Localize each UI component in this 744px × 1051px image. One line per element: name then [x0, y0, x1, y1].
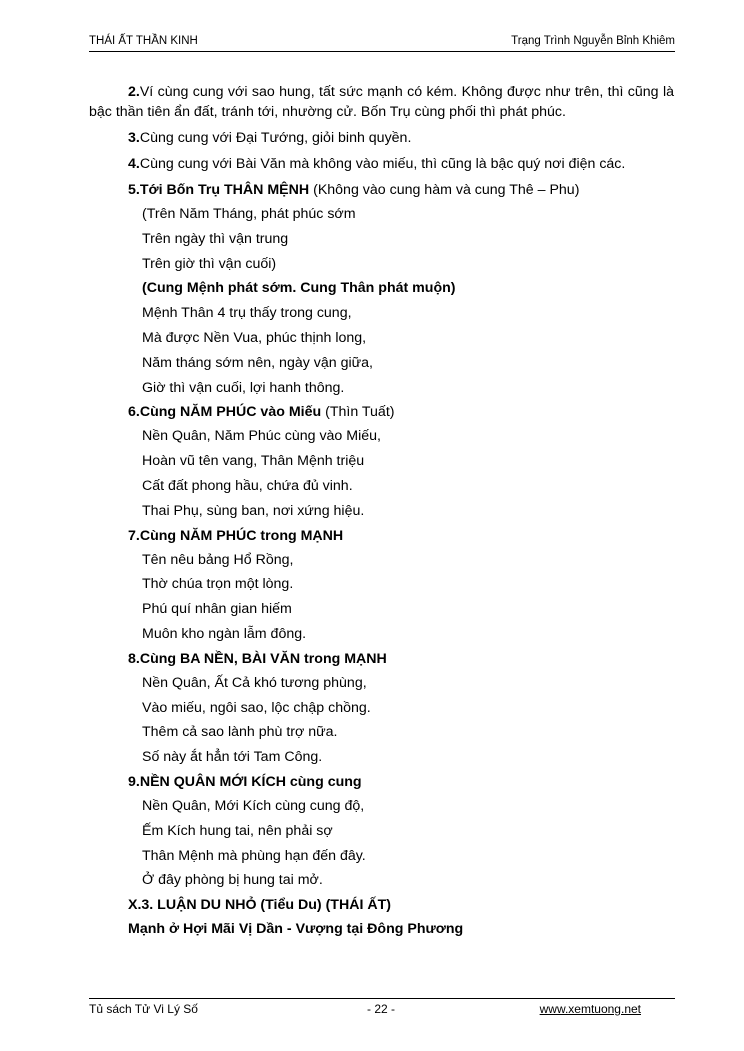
section-title: Cùng NĂM PHÚC vào Miếu: [139, 404, 322, 421]
verse-line: Giờ thì vận cuối, lợi hanh thông.: [142, 379, 345, 396]
verse-line: Mà được Nền Vua, phúc thịnh long,: [142, 329, 367, 346]
section-number: 5.: [128, 182, 140, 198]
paragraph-2: [89, 82, 674, 122]
sub-heading: Mạnh ở Hợi Mãi Vị Dần - Vượng tại Đông Phương: [128, 921, 464, 938]
paragraph-3: [89, 128, 674, 148]
section-note: (Thìn Tuất): [325, 404, 395, 421]
paragraph-text: Ví cùng cung với sao hung, tất sức mạnh có kém. Không được như trên, thì cũng là bậc thần tiên ẩn đất, tránh tới, nhường cử. Bốn Trụ cùng phối thì phát phúc.: [89, 84, 674, 120]
verse-line: Cất đất phong hầu, chứa đủ vinh.: [142, 477, 353, 494]
verse-line: Năm tháng sớm nên, ngày vận giữa,: [142, 354, 373, 371]
page-footer: [89, 1000, 675, 1018]
verse-line: (Trên Năm Tháng, phát phúc sớm: [142, 206, 356, 222]
verse-line: Thai Phụ, sùng ban, nơi xứng hiệu.: [142, 502, 365, 519]
verse-line: Muôn kho ngàn lẫm đông.: [142, 625, 307, 642]
section-6-heading: [89, 402, 674, 422]
section-9-heading: [89, 772, 674, 792]
section-title: Cùng NĂM PHÚC trong MẠNH: [139, 527, 344, 544]
verse-line-emphasis: (Cung Mệnh phát sớm. Cung Thân phát muộn): [142, 280, 456, 297]
section-number: 7.: [128, 527, 140, 544]
paragraph-number: 2.: [128, 84, 140, 100]
footer-website-link[interactable]: www.xemtuong.net: [539, 1002, 641, 1016]
verse-line: Vào miếu, ngôi sao, lộc chập chồng.: [142, 699, 371, 716]
section-number: 6.: [128, 404, 140, 421]
verse-line: Hoàn vũ tên vang, Thân Mệnh triệu: [142, 453, 365, 470]
paragraph-text: Cùng cung với Bài Văn mà không vào miếu, thì cũng là bậc quý nơi điện các.: [139, 156, 626, 172]
section-number: 9.: [128, 773, 140, 790]
section-title: NỀN QUÂN MỚI KÍCH cùng cung: [139, 773, 362, 790]
verse-line: Số này ắt hẳn tới Tam Công.: [142, 749, 323, 766]
verse-line: Nền Quân, Năm Phúc cùng vào Miếu,: [142, 428, 381, 445]
section-8-heading: [89, 649, 674, 669]
section-5-heading: [89, 180, 674, 200]
verse-line: Nền Quân, Ất Cả khó tương phùng,: [142, 674, 367, 691]
verse-line: Ở đây phòng bị hung tai mở.: [142, 872, 323, 889]
section-title: Cùng BA NỀN, BÀI VĂN trong MẠNH: [139, 650, 387, 667]
page-content: [89, 82, 674, 943]
section-7-heading: [89, 526, 674, 546]
page-header: [89, 32, 675, 50]
verse-line: Trên ngày thì vận trung: [142, 230, 289, 247]
verse-line: Mệnh Thân 4 trụ thấy trong cung,: [142, 305, 352, 322]
header-author: Trạng Trình Nguyễn Bỉnh Khiêm: [511, 35, 675, 47]
header-book-title: THÁI ẤT THẦN KINH: [89, 35, 198, 47]
section-number: 8.: [128, 650, 140, 667]
verse-line: Thân Mệnh mà phùng hạn đến đây.: [142, 847, 366, 864]
paragraph-text: Cùng cung với Đại Tướng, giỏi binh quyền.: [139, 130, 412, 146]
verse-line: Nền Quân, Mới Kích cùng cung độ,: [142, 797, 365, 814]
section-note: (Không vào cung hàm và cung Thê – Phu): [313, 182, 580, 198]
footer-rule: [89, 998, 675, 999]
header-rule: [89, 51, 675, 52]
verse-line: Trên giờ thì vận cuối): [142, 255, 277, 272]
verse-line: Thêm cả sao lành phù trợ nữa.: [142, 724, 338, 741]
paragraph-number: 3.: [128, 130, 140, 146]
footer-collection: Tủ sách Tử Vi Lý Số: [89, 1002, 198, 1016]
page-number: - 22 -: [367, 1002, 396, 1016]
chapter-heading: X.3. LUẬN DU NHỎ (Tiểu Du) (THÁI ẤT): [128, 897, 391, 914]
section-title: Tới Bốn Trụ THÂN MỆNH: [139, 182, 310, 198]
verse-line: Thờ chúa trọn một lòng.: [142, 576, 294, 593]
verse-line: Ếm Kích hung tai, nên phải sợ: [142, 822, 333, 839]
verse-line: Tên nêu bảng Hổ Rồng,: [142, 551, 294, 568]
paragraph-number: 4.: [128, 156, 140, 172]
verse-line: Phú quí nhân gian hiếm: [142, 601, 292, 618]
paragraph-4: [89, 154, 674, 174]
